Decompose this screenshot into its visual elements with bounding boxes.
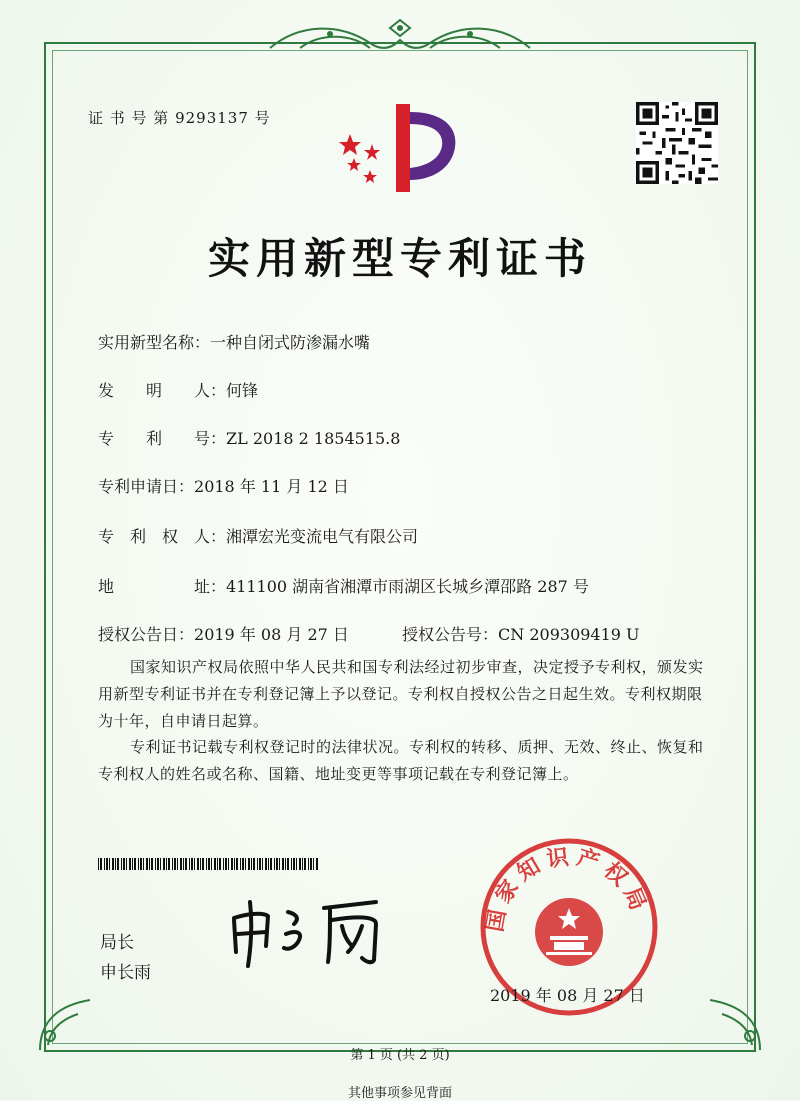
signatory-title: 局长 [100,933,134,953]
barcode-bar [276,858,278,870]
barcode-bar [174,858,176,870]
barcode-bar [270,858,272,870]
barcode-bar [265,858,267,870]
barcode-bar [129,858,131,870]
barcode-bar [121,858,122,870]
barcode-bar [242,858,244,870]
barcode-bar [134,858,136,870]
barcode-bar [225,858,227,870]
barcode-bar [248,858,250,870]
patent-number-label: 专 利 号： [98,429,227,448]
barcode-bar [166,858,167,870]
barcode-bar [172,858,173,870]
barcode-bar [287,858,289,870]
grant-number-value: CN 209309419 U [498,625,640,644]
barcode-bar [185,858,187,870]
top-ornament [260,18,540,64]
barcode-bar [223,858,224,870]
barcode-bar [155,858,156,870]
barcode-bar [208,858,210,870]
patent-office-logo [336,100,466,196]
barcode-bar [194,858,195,870]
barcode-bar [268,858,269,870]
barcode-bar [279,858,280,870]
barcode-bar [206,858,207,870]
barcode-bar [146,858,148,870]
barcode [98,858,320,870]
footer-note: 其他事项参见背面 [347,1086,452,1101]
barcode-bar [117,858,119,870]
page-number: 第 1 页 (共 2 页) [350,1048,450,1063]
barcode-bar [219,858,221,870]
grant-number-label: 授权公告号： [402,625,499,644]
grant-date-label: 授权公告日： [98,625,195,644]
barcode-bar [197,858,199,870]
barcode-bar [112,858,114,870]
barcode-bar [285,858,286,870]
barcode-bar [140,858,142,870]
seal-date: 2019 年 08 月 27 日 [490,986,645,1005]
barcode-bar [310,858,312,870]
barcode-bar [253,858,255,870]
grant-number-row [402,622,640,645]
certificate-title: 实用新型专利证书 [207,234,592,283]
grant-date-value: 2019 年 08 月 27 日 [194,625,349,644]
application-date-row [98,474,349,497]
barcode-bar [109,858,110,870]
barcode-bar [151,858,153,870]
utility-name-value: 一种自闭式防渗漏水嘴 [210,333,371,352]
patentee-row [98,524,418,547]
barcode-bar [282,858,284,870]
address-row [98,574,589,597]
barcode-bar [138,858,139,870]
patent-number-row [98,426,400,449]
barcode-bar [236,858,238,870]
application-date-value: 2018 年 11 月 12 日 [194,477,349,496]
legal-status-paragraph: 专利证书记载专利权登记时的法律状况。专利权的转移、质押、无效、终止、恢复和专利权人的姓名或名称、国籍、地址变更等事项记载在专利登记簿上。 [98,738,704,783]
barcode-bar [106,858,108,870]
barcode-bar [183,858,184,870]
barcode-bar [240,858,241,870]
barcode-bar [296,858,297,870]
barcode-bar [98,858,99,870]
patentee-value: 湘潭宏光变流电气有限公司 [226,527,419,546]
inventor-row [98,378,258,401]
barcode-bar [231,858,233,870]
barcode-bar [211,858,212,870]
barcode-bar [259,858,261,870]
barcode-bar [308,858,309,870]
barcode-bar [157,858,159,870]
barcode-bar [257,858,258,870]
patentee-label: 专 利 权 人： [98,527,227,546]
grant-date-row [98,622,349,645]
barcode-bar [100,858,102,870]
seal-text: 国家知识产权局 [482,844,653,934]
inventor-value: 何锋 [226,381,259,400]
barcode-bar [180,858,182,870]
barcode-bar [302,858,303,870]
barcode-bar [293,858,295,870]
barcode-bar [191,858,193,870]
barcode-bar [299,858,301,870]
certificate-number: 证 书 号 第 9293137 号 [88,109,271,127]
barcode-bar [202,858,204,870]
director-signature [226,890,406,970]
barcode-bar [123,858,125,870]
patent-number-value: ZL 2018 2 1854515.8 [226,429,401,448]
barcode-bar [234,858,235,870]
barcode-bar [132,858,133,870]
signatory-name: 申长雨 [100,963,151,983]
barcode-bar [168,858,170,870]
barcode-bar [304,858,306,870]
barcode-bar [189,858,190,870]
barcode-bar [214,858,216,870]
barcode-bar [149,858,150,870]
barcode-bar [163,858,165,870]
application-date-label: 专利申请日： [98,477,195,496]
barcode-bar [262,858,263,870]
barcode-bar [291,858,292,870]
barcode-bar [228,858,229,870]
barcode-bar [143,858,144,870]
barcode-bar [251,858,252,870]
barcode-bar [274,858,275,870]
qr-code [636,102,718,184]
inventor-label: 发 明 人： [98,381,227,400]
barcode-bar [126,858,127,870]
barcode-bar [245,858,246,870]
barcode-bar [217,858,218,870]
barcode-bar [316,858,318,870]
barcode-bar [200,858,201,870]
barcode-bar [160,858,161,870]
utility-name-row [98,330,370,353]
grant-statement-paragraph: 国家知识产权局依照中华人民共和国专利法经过初步审查，决定授予专利权，颁发实用新型专利证书并在专利登记簿上予以登记。专利权自授权公告之日起生效。专利权期限为十年，自申请日起算。 [98,658,704,730]
address-value: 411100 湖南省湘潭市雨湖区长城乡潭邵路 287 号 [226,577,589,596]
address-label: 地 址： [98,577,227,596]
barcode-bar [115,858,116,870]
barcode-bar [313,858,314,870]
utility-name-label: 实用新型名称： [98,333,211,352]
barcode-bar [177,858,178,870]
barcode-bar [104,858,105,870]
